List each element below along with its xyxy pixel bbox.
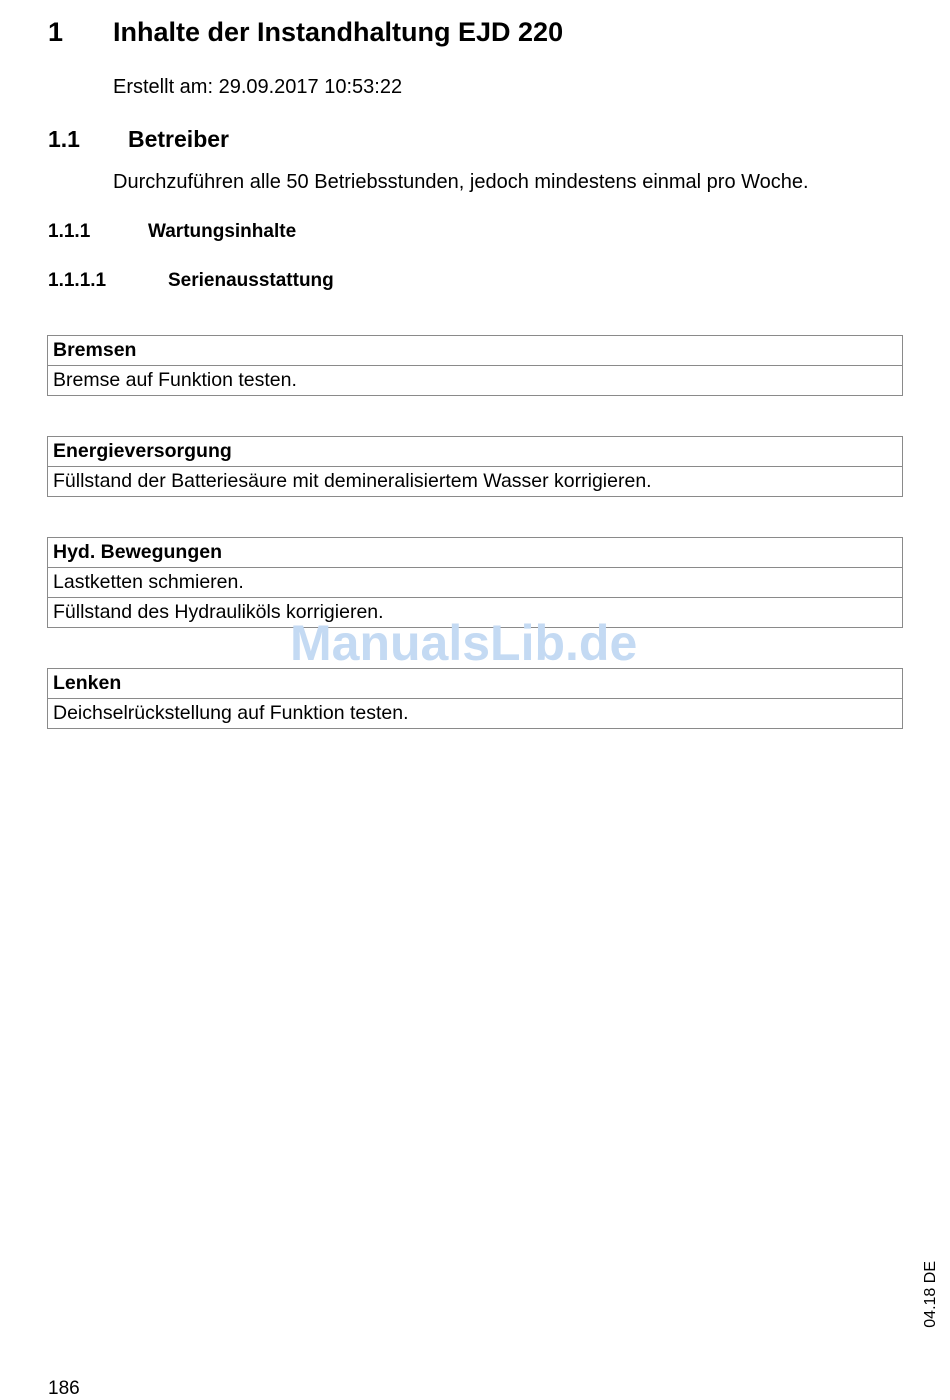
subsection-number: 1.1.1: [48, 221, 91, 242]
watermark: ManualsLib.de: [290, 615, 638, 671]
document-version-code: 04.18 DE: [922, 1261, 939, 1328]
subsection-heading: [48, 221, 296, 243]
table-row: Füllstand des Hydrauliköls korrigieren.: [48, 598, 903, 628]
table-hyd-bewegungen: [47, 537, 903, 628]
subsubsection-heading: [48, 270, 334, 292]
section-heading: [48, 126, 229, 153]
table-row: Bremse auf Funktion testen.: [48, 366, 903, 396]
subsection-title: Wartungsinhalte: [148, 221, 297, 242]
page-number: 186: [48, 1378, 80, 1399]
subsubsection-number: 1.1.1.1: [48, 270, 107, 291]
table-header: Energieversorgung: [48, 437, 903, 467]
section-number: 1.1: [48, 126, 80, 152]
table-lenken: [47, 668, 903, 729]
subsubsection-title: Serienausstattung: [168, 270, 334, 291]
table-header: Hyd. Bewegungen: [48, 538, 903, 568]
table-bremsen: [47, 335, 903, 396]
table-row: Lastketten schmieren.: [48, 568, 903, 598]
maintenance-interval-text: Durchzuführen alle 50 Betriebsstunden, jedoch mindestens einmal pro Woche.: [113, 171, 809, 193]
table-header: Bremsen: [48, 336, 903, 366]
section-title: Betreiber: [128, 126, 229, 152]
table-row: Füllstand der Batteriesäure mit demineralisiertem Wasser korrigieren.: [48, 467, 903, 497]
chapter-heading: [48, 17, 563, 48]
chapter-number: 1: [48, 17, 64, 47]
created-timestamp: Erstellt am: 29.09.2017 10:53:22: [113, 76, 403, 98]
chapter-title: Inhalte der Instandhaltung EJD 220: [113, 17, 564, 47]
table-row: Deichselrückstellung auf Funktion testen.: [48, 699, 903, 729]
table-energieversorgung: [47, 436, 903, 497]
table-header: Lenken: [48, 669, 903, 699]
